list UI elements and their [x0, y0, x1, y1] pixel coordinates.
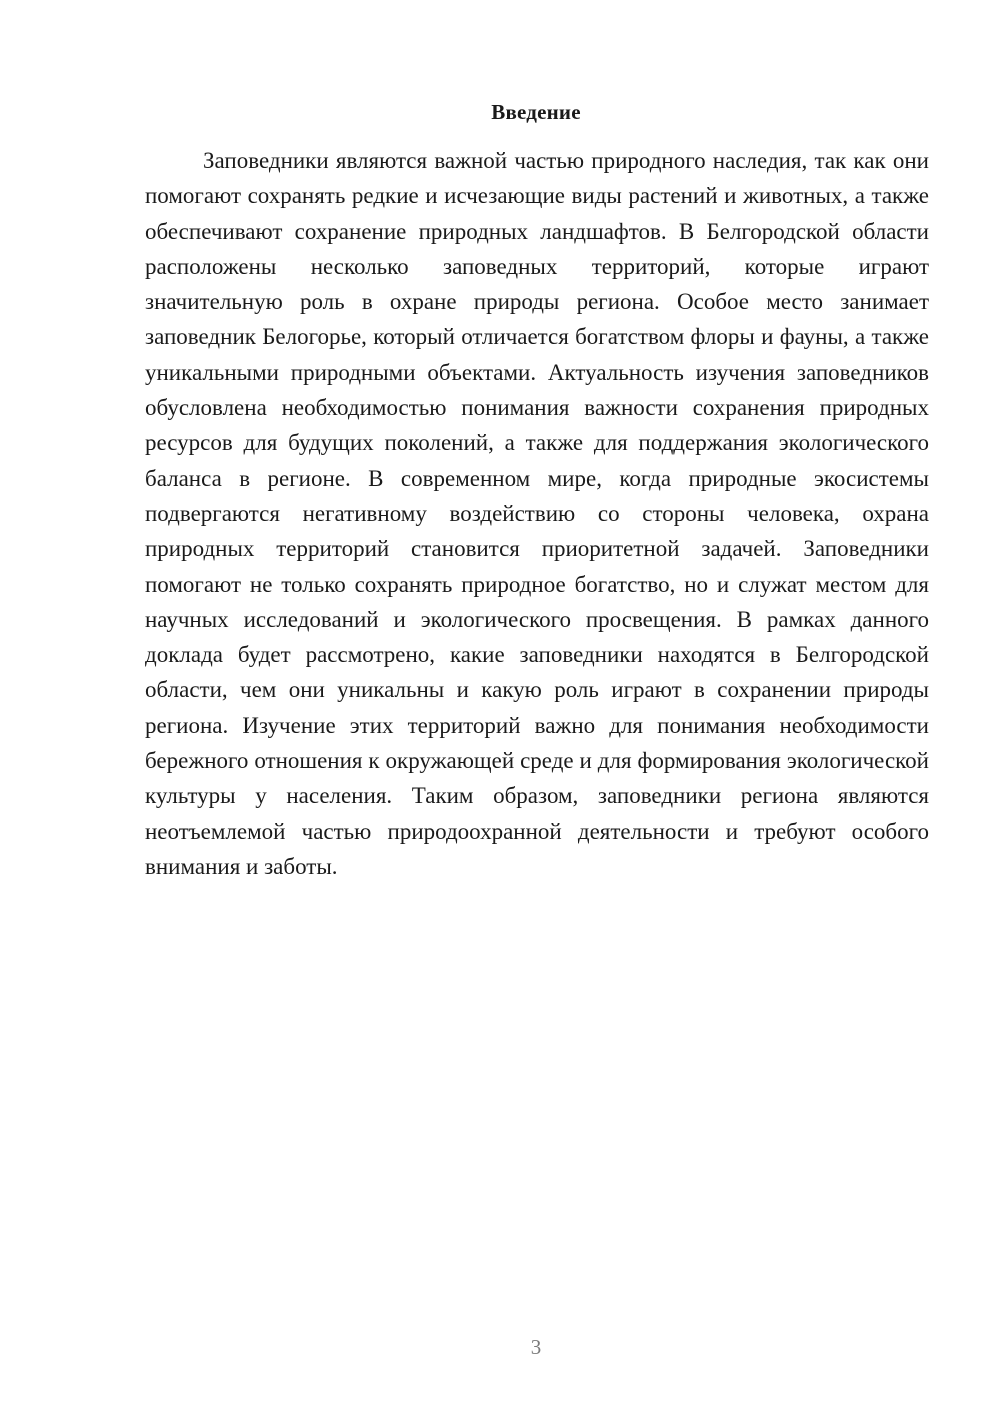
body-paragraph: Заповедники являются важной частью природного наследия, так как они помогают сохранять редкие и исчезающие виды растений и животных, а также обеспечивают сохранение природных ландшафтов. В Белгородской области расположены несколько заповедных территорий, которые играют значительную роль в охране природы региона. Особое место занимает заповедник Белогорье, который отличается богатством флоры и фауны, а также уникальными природными объектами. Актуальность изучения заповедников обусловлена необходимостью понимания важности сохранения природных ресурсов для будущих поколений, а также для поддержания экологического баланса в регионе. В современном мире, когда природные экосистемы подвергаются негативному воздействию со стороны человека, охрана природных территорий становится приоритетной задачей. Заповедники помогают не только сохранять природное богатство, но и служат местом для научных исследований и экологического просвещения. В рамках данного доклада будет рассмотрено, какие заповедники находятся в Белгородской области, чем они уникальны и какую роль играют в сохранении природы региона. Изучение этих территорий важно для понимания необходимости бережного отношения к окружающей среде и для формирования экологической культуры у населения. Таким образом, заповедники региона являются неотъемлемой частью природоохранной деятельности и требуют особого внимания и заботы.: [145, 148, 929, 879]
section-heading: Введение: [491, 100, 581, 124]
page-number: 3: [530, 1335, 542, 1359]
